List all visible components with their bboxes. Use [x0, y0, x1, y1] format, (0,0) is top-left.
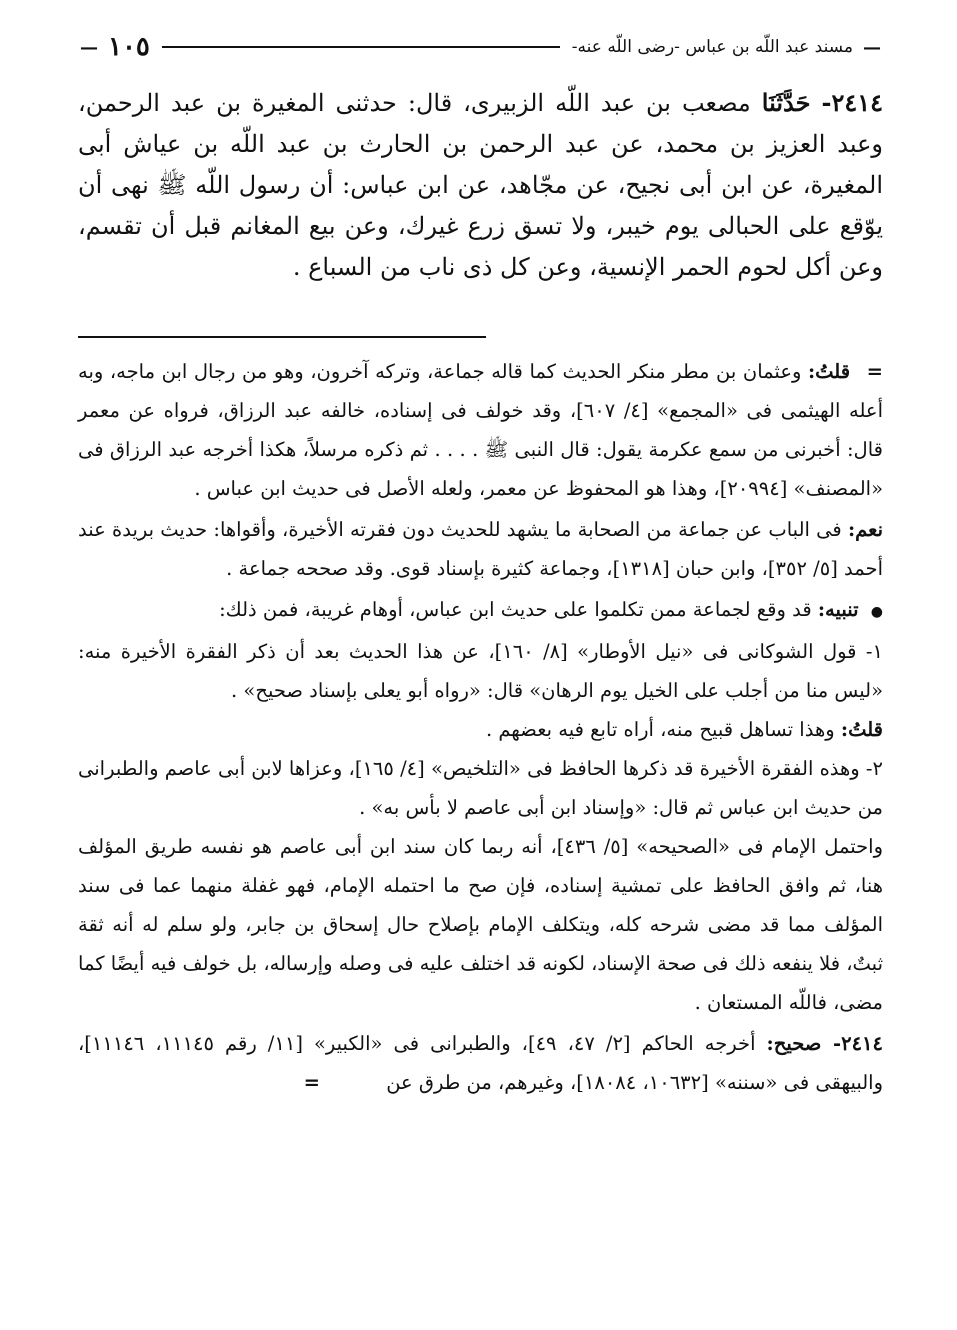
paragraph-label: قلتُ:: [840, 718, 883, 741]
paragraph-text: قد وقع لجماعة ممن تكلموا على حديث ابن عباس، أوهام غريبة، فمن ذلك:: [219, 598, 812, 621]
paragraph-label: ٢٤١٤- صحيح:: [766, 1032, 883, 1055]
paragraph-text: ١- قول الشوكانى فى «نيل الأوطار» [٨/ ١٦٠]، عن هذا الحديث بعد أن ذكر الفقرة الأخيرة منه: «ليس منا من أجلب على الخيل يوم الرهان» قال: «رواه أبو يعلى بإسناد صحيح» .: [78, 640, 883, 702]
paragraph-label: تنبيه:: [817, 598, 859, 621]
continuation-marker: =: [303, 1071, 320, 1094]
commentary-paragraph: [78, 749, 883, 827]
paragraph-text: فى الباب عن جماعة من الصحابة ما يشهد للحديث دون فقرته الأخيرة، وأقواها: حديث بريدة عند أحمد [٥/ ٣٥٢]، وابن حبان [١٣١٨]، وجماعة كثيرة بإسناد قوى. وقد صححه جماعة .: [78, 518, 883, 580]
hadith-lead-word: حَدَّثَنَا: [761, 88, 811, 117]
paragraph-text: وهذا تساهل قبيح منه، أراه تابع فيه بعضهم .: [485, 718, 835, 741]
paragraph-label: قلتُ:: [807, 360, 851, 383]
commentary-paragraph: [78, 1024, 883, 1102]
paragraph-label: نعم:: [847, 518, 883, 541]
continuation-marker: =: [866, 360, 883, 383]
commentary-paragraph: [78, 710, 883, 749]
commentary-paragraph: [78, 590, 883, 632]
paragraph-text: وعثمان بن مطر منكر الحديث كما قاله جماعة، وتركه آخرون، وهو من رجال ابن ماجه، وبه أعله الهيثمى فى «المجمع» [٤/ ٦٠٧]، وقد خولف فى إسناده، خالفه عبد الرزاق، فرواه عن معمر قال: أخبرنى من سمع عكرمة يقول: قال النبى ﷺ . . . . ثم ذكره مرسلاً، هكذا أخرجه عبد الرزاق فى «المصنف» [٢٠٩٩٤]، وهذا هو المحفوظ عن معمر، ولعله الأصل فى حديث ابن عباس .: [78, 360, 883, 500]
hadith-number: ٢٤١٤-: [821, 88, 883, 117]
commentary-paragraph: [78, 827, 883, 1022]
hadith-text: [78, 82, 883, 288]
header-dash-left: —: [80, 36, 98, 58]
commentary-paragraph: [78, 632, 883, 710]
header-dash-right: —: [863, 36, 881, 58]
commentary: [78, 352, 883, 1102]
header-rule: [162, 46, 560, 48]
footnote-separator: [78, 336, 486, 338]
commentary-paragraph: [78, 510, 883, 588]
paragraph-text: ٢- وهذه الفقرة الأخيرة قد ذكرها الحافظ فى «التلخيص» [٤/ ١٦٥]، وعزاها لابن أبى عاصم والطبرانى من حديث ابن عباس ثم قال: «وإسناد ابن أبى عاصم لا بأس به» .: [77, 757, 883, 819]
page-number: ١٠٥: [108, 32, 150, 62]
paragraph-text: واحتمل الإمام فى «الصحيحه» [٥/ ٤٣٦]، أنه ربما كان سند ابن أبى عاصم هو نفسه طريق المؤلف هنا، ثم وافق الحافظ على تمشية إسناده، فإن صح ما احتمله الإمام، فهو غفلة منهما عما فى سند المؤلف مما قد مضى شرحه كله، ويتكلف الإمام بإصلاح حال إسحاق بن جابر، ولو سلم له أنه ثقة ثبتٌ، فلا ينفعه ذلك فى صحة الإسناد، لكونه قد اختلف عليه فى وصله وإرساله، بل خولف فيه أيضًا كما مضى، فاللّه المستعان .: [78, 835, 884, 1014]
bullet-icon: ●: [870, 604, 883, 620]
paragraph-text: أخرجه الحاكم [٢/ ٤٧، ٤٩]، والطبرانى فى «الكبير» [١١/ رقم ١١١٤٥، ١١١٤٦]، والبيهقى فى «سننه» [١٠٦٣٢، ١٨٠٨٤]، وغيرهم، من طرق عن: [78, 1032, 883, 1094]
running-header: [76, 30, 885, 64]
hadith-body: مصعب بن عبد اللّه الزبيرى، قال: حدثنى المغيرة بن عبد الرحمن، وعبد العزيز بن محمد، عن عبد الرحمن بن الحارث بن عبد اللّه بن عياش أبى المغيرة، عن ابن أبى نجيح، عن مجّاهد، عن ابن عباس: أن رسول اللّه ﷺ نهى أن يوّقع على الحبالى يوم خيبر، ولا تسق زرع غيرك، وعن بيع المغانم قبل أن تقسم، وعن أكل لحوم الحمر الإنسية، وعن كل ذى ناب من السباع .: [78, 89, 883, 281]
header-title: مسند عبد اللّه بن عباس -رضى اللّه عنه-: [571, 37, 853, 57]
commentary-paragraph: [78, 352, 883, 508]
